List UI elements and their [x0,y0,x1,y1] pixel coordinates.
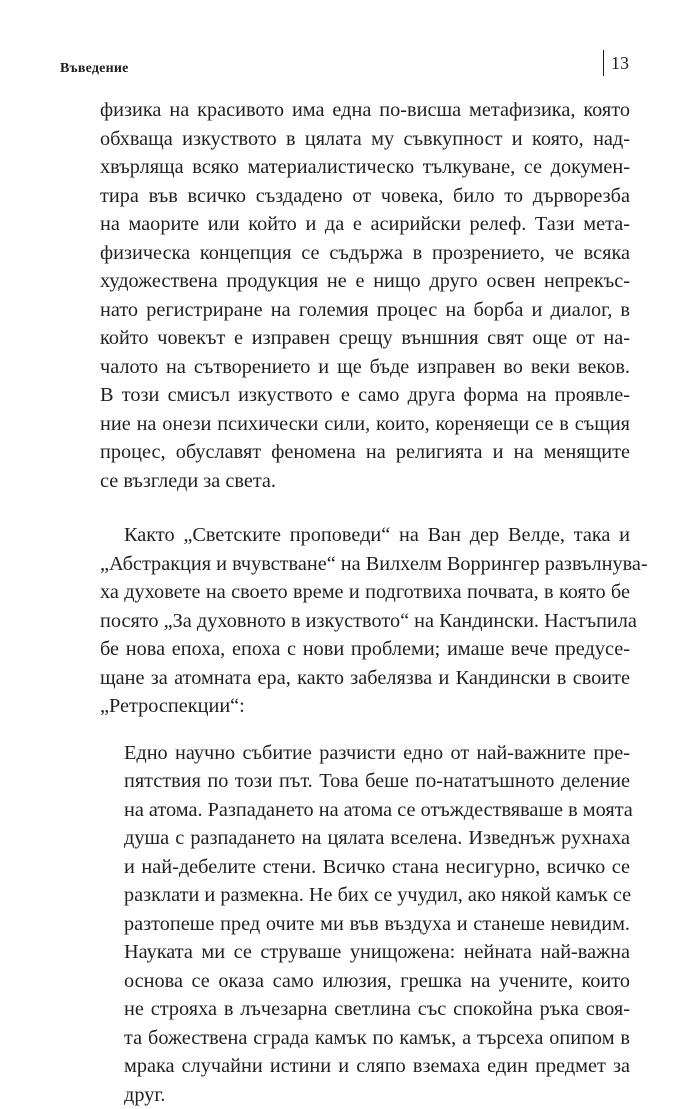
text-line: ние на онези психически сили, които, кореняещи се в същия [100,410,630,439]
text-line: ха духовете на своето време и подготвиха почвата, в която бе [100,578,630,607]
quote-line: Науката ми се струваше унищожена: нейната най-важна [124,938,630,967]
quote-line: душа с разпадането на цялата вселена. Изведнъж рухнаха [124,824,630,853]
quote-line: Едно научно събитие разчисти едно от най-важните пре- [124,739,630,768]
text-line: „Ретроспекции“: [100,692,630,721]
page-number [603,50,630,76]
text-line: чалото на сътворението и ще бъде изправен во веки веков. [100,353,630,382]
text-line: художествена продукция не е нищо друго освен непрекъс- [100,267,630,296]
quote-line: и най-дебелите стени. Всичко стана несигурно, всичко се [124,853,630,882]
quote-line: разклати и размекна. Не бих се учудил, ако някой камък се [124,881,630,910]
text-line: процес, обуславят феномена на религията и на менящите [100,438,630,467]
running-head: Въведение [60,61,129,77]
page-body [100,96,630,1109]
text-line: хвърляща всяко материалистическо тълкуване, се докумен- [100,153,630,182]
text-line: който човекът е изправен срещу външния свят още от на- [100,324,630,353]
text-line: на маорите или който и да е асирийски релеф. Тази мета- [100,210,630,239]
page-number-text: 13 [611,53,629,74]
paragraph-2 [100,521,630,721]
quote-line: та божествена сграда камък по камък, а търсеха опипом в [124,1024,630,1053]
text-line: „Абстракция и вчувстване“ на Вилхелм Воррингер развълнува- [100,550,630,579]
text-line: физика на красивото има една по-висша метафизика, която [100,96,630,125]
text-line: бе нова епоха, епоха с нови проблеми; имаше вече предусе- [100,635,630,664]
paragraph-1 [100,96,630,495]
quote-line: на атома. Разпадането на атома се отъждествяваше в моята [124,796,630,825]
block-quote [124,739,630,1109]
quote-line: не строяха в лъчезарна светлина със спокойна ръка своя- [124,995,630,1024]
quote-line: пятствия по този път. Това беше по-нататъшното деление [124,767,630,796]
text-line: тира във всичко създадено от човека, било то дърворезба [100,182,630,211]
quote-line: основа се оказа само илюзия, грешка на учените, които [124,967,630,996]
text-line: щане за атомната ера, както забелязва и Кандински в своите [100,664,630,693]
text-line: посято „За духовното в изкуството“ на Кандински. Настъпила [100,607,630,636]
text-line: нато регистриране на големия процес на борба и диалог, в [100,296,630,325]
text-line: В този смисъл изкуството е само друга форма на проявле- [100,381,630,410]
text-line: Както „Светските проповеди“ на Ван дер Велде, така и [100,521,630,550]
text-line: се възгледи за света. [100,467,630,496]
quote-line: мрака случайни истини и сляпо вземаха един предмет за [124,1052,630,1081]
text-line: физическа концепция се съдържа в прозрението, че всяка [100,239,630,268]
text-line: обхваща изкуството в цялата му съвкупност и която, над- [100,125,630,154]
quote-line: разтопеше пред очите ми във въздуха и станеше невидим. [124,910,630,939]
quote-line: друг. [124,1081,630,1109]
folio-rule [603,50,605,76]
